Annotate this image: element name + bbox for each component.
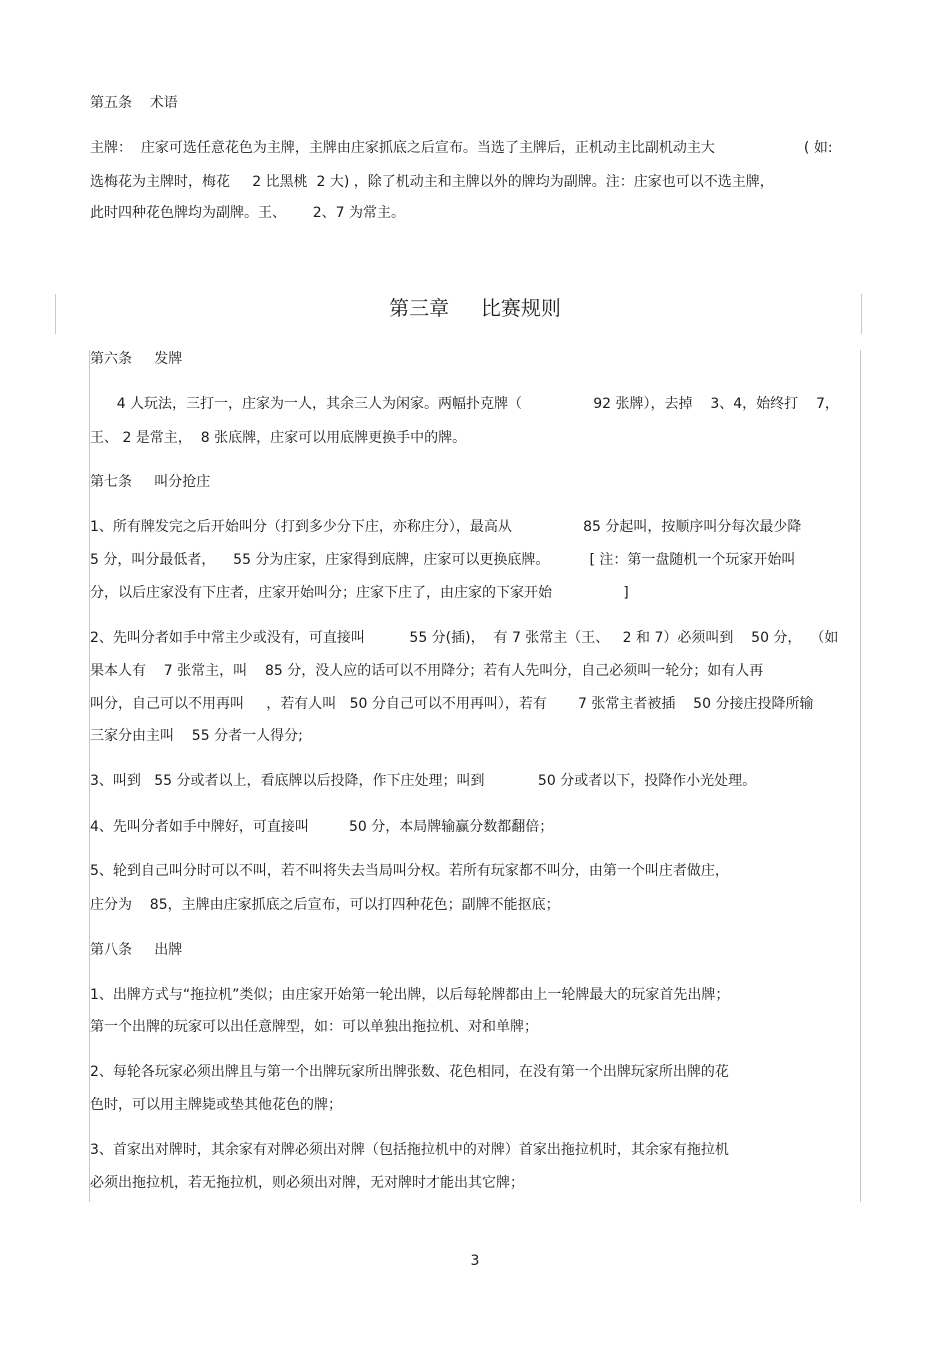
- right-rule: [860, 350, 861, 1202]
- article-7-p1-line-2: 5 分，叫分最低者， 55 分为庄家，庄家得到底牌，庄家可以更换底牌。 [ 注：第一盘随机一个玩家开始叫: [90, 552, 796, 568]
- article-7-p1-line-3: 分，以后庄家没有下庄者，庄家开始叫分；庄家下庄了，由庄家的下家开始 ]: [90, 585, 629, 601]
- article-8-p1-line-1: 1、出牌方式与“拖拉机”类似；由庄家开始第一轮出牌，以后每轮牌都由上一轮牌最大的玩家首先出牌；: [90, 987, 730, 1003]
- article-8-heading: 第八条 出牌: [90, 942, 183, 958]
- article-8-p1-line-2: 第一个出牌的玩家可以出任意牌型，如：可以单独出拖拉机、对和单牌；: [90, 1019, 538, 1035]
- article-7-p2-line-3: 叫分，自己可以不用再叫 ，若有人叫 50 分自己可以不用再叫），若有 7 张常主者被插 50 分接庄投降所输: [90, 696, 814, 712]
- article-5-line-2: 选梅花为主牌时，梅花 2 比黑桃 2 大) ，除了机动主和主牌以外的牌均为副牌。注：庄家也可以不选主牌，: [90, 174, 774, 190]
- article-8-p2-line-1: 2、每轮各玩家必须出牌且与第一个出牌玩家所出牌张数、花色相同，在没有第一个出牌玩家所出牌的花: [90, 1064, 729, 1080]
- article-8-p3-line-1: 3、首家出对牌时，其余家有对牌必须出对牌（包括拖拉机中的对牌）首家出拖拉机时，其余家有拖拉机: [90, 1142, 729, 1158]
- article-5-line-3: 此时四种花色牌均为副牌。王、 2、7 为常主。: [90, 205, 405, 221]
- article-6-line-2: 王、 2 是常主， 8 张底牌，庄家可以用底牌更换手中的牌。: [90, 430, 467, 446]
- article-7-p2-line-2: 果本人有 7 张常主，叫 85 分，没人应的话可以不用降分；若有人先叫分，自己必须叫一轮分；如有人再: [90, 663, 764, 679]
- article-8-p3-line-2: 必须出拖拉机，若无拖拉机，则必须出对牌，无对牌时才能出其它牌；: [90, 1175, 524, 1191]
- article-7-p4: 4、先叫分者如手中牌好，可直接叫 50 分，本局牌输赢分数都翻倍；: [90, 819, 554, 835]
- article-7-p2-line-1: 2、先叫分者如手中常主少或没有，可直接叫 55 分(插)， 有 7 张常主（王、 2 和 7）必须叫到 50 分， （如: [90, 630, 839, 646]
- article-5-line-1: 主牌： 庄家可选任意花色为主牌，主牌由庄家抓底之后宣布。当选了主牌后，正机动主比副机动主大 ( 如:: [90, 140, 833, 156]
- article-7-p3: 3、叫到 55 分或者以上，看底牌以后投降，作下庄处理；叫到 50 分或者以下，投降作小光处理。: [90, 773, 757, 789]
- page-number: 3: [470, 1253, 480, 1269]
- article-7-p5-line-2: 庄分为 85，主牌由庄家抓底之后宣布，可以打四种花色；副牌不能抠底；: [90, 897, 560, 913]
- article-5-heading: 第五条 术语: [90, 95, 178, 111]
- chapter-title: 第三章 比赛规则: [389, 296, 561, 320]
- article-8-p2-line-2: 色时，可以用主牌毙或垫其他花色的牌；: [90, 1097, 342, 1113]
- article-7-p5-line-1: 5、轮到自己叫分时可以不叫，若不叫将失去当局叫分权。若所有玩家都不叫分，由第一个叫庄者做庄，: [90, 863, 729, 879]
- article-6-line-1: 4 人玩法，三打一，庄家为一人，其余三人为闲家。两幅扑克牌（ 92 张牌），去掉 3、4，始终打 7，: [90, 396, 839, 412]
- article-7-p2-line-4: 三家分由主叫 55 分者一人得分;: [90, 728, 303, 744]
- article-6-heading: 第六条 发牌: [90, 351, 183, 367]
- article-7-heading: 第七条 叫分抢庄: [90, 474, 211, 490]
- article-7-p1-line-1: 1、所有牌发完之后开始叫分（打到多少分下庄，亦称庄分），最高从 85 分起叫，按顺序叫分每次最少降: [90, 519, 802, 535]
